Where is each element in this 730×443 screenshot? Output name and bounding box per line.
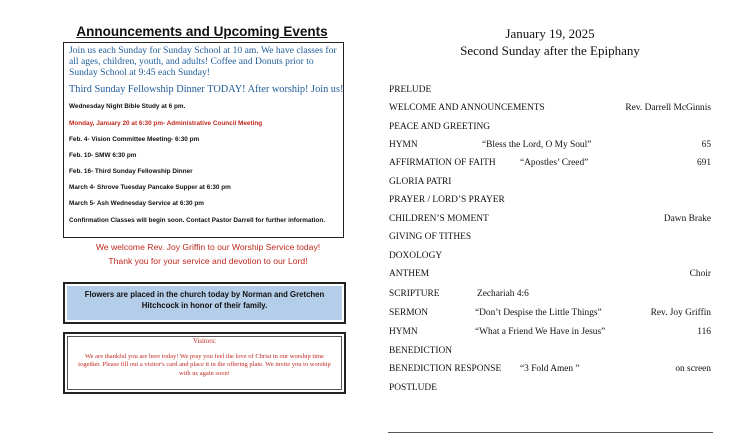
order-detail: “What a Friend We Have in Jesus” [475, 327, 606, 337]
order-item: WELCOME AND ANNOUNCEMENTS [389, 103, 545, 113]
order-row [389, 383, 711, 397]
order-note: on screen [675, 364, 711, 374]
order-row [389, 103, 711, 117]
announcements-title: Announcements and Upcoming Events [76, 24, 328, 39]
order-leader: Dawn Brake [663, 214, 711, 224]
order-item: HYMN [389, 140, 418, 150]
visitors-title: Visitors: [192, 338, 216, 345]
order-leader: Rev. Darrell McGinnis [625, 103, 711, 113]
order-item: PEACE AND GREETING [389, 122, 491, 132]
order-row [389, 140, 711, 154]
hymn-number: 116 [697, 327, 711, 337]
order-item: ANTHEM [389, 269, 430, 279]
welcome-thanks-line: Thank you for your service and devotion to our Lord! [108, 256, 308, 266]
order-row [389, 364, 711, 378]
fellowship-dinner-note: Third Sunday Fellowship Dinner TODAY! After worship! Join us! [69, 84, 344, 95]
order-item: HYMN [389, 327, 418, 337]
flowers-text: Flowers are placed in the church today by Norman and Gretchen Hitchcock in honor of their family. [67, 286, 342, 320]
service-subtitle: Second Sunday after the Epiphany [460, 43, 640, 58]
flowers-box [63, 282, 346, 324]
order-detail: “Apostles’ Creed” [520, 158, 589, 168]
order-detail: “Bless the Lord, O My Soul” [482, 140, 592, 150]
scripture-reference: Zechariah 4:6 [477, 289, 529, 299]
order-item: PRELUDE [389, 85, 432, 95]
order-item: BENEDICTION [389, 346, 453, 356]
announcement-item: Feb. 16- Third Sunday Fellowship Dinner [69, 168, 193, 175]
order-item: DOXOLOGY [389, 251, 443, 261]
order-row [389, 122, 711, 136]
order-row [389, 327, 711, 341]
order-row [389, 195, 711, 209]
announcement-item: Confirmation Classes will begin soon. Contact Pastor Darrell for further information. [69, 217, 326, 224]
announcement-item: Wednesday Night Bible Study at 6 pm. [69, 103, 186, 110]
order-item: AFFIRMATION OF FAITH [389, 158, 496, 168]
order-row [389, 232, 711, 246]
order-item: GLORIA PATRI [389, 177, 452, 187]
order-leader: Rev. Joy Griffin [650, 308, 711, 318]
bottom-divider [388, 432, 713, 433]
order-item: SERMON [389, 308, 429, 318]
welcome-guest-line: We welcome Rev. Joy Griffin to our Worship Service today! [95, 242, 321, 252]
order-row [389, 269, 711, 283]
announcement-item: Feb. 4- Vision Committee Meeting- 6:30 pm [69, 136, 200, 143]
order-detail: “3 Fold Amen ” [520, 364, 580, 374]
order-row [389, 177, 711, 191]
order-leader: Choir [689, 269, 711, 279]
order-item: BENEDICTION RESPONSE [389, 364, 502, 374]
announcement-item-highlight: Monday, January 20 at 6:30 pm- Administrative Council Meeting [69, 120, 263, 127]
service-date: January 19, 2025 [505, 26, 595, 41]
order-item: PRAYER / LORD’S PRAYER [389, 195, 505, 205]
hymnal-number: 691 [696, 158, 711, 168]
order-row [389, 214, 711, 228]
order-row [389, 346, 711, 360]
order-item: POSTLUDE [389, 383, 437, 393]
sunday-school-note: Join us each Sunday for Sunday School at 10 am. We have classes for all ages, children, youth, and adults! Coffee and Donuts prior to Sunday School at 9:45 each Sunday! [69, 45, 337, 78]
order-row [389, 251, 711, 265]
order-row [389, 289, 711, 303]
visitors-panel [67, 336, 342, 390]
announcement-item: March 5- Ash Wednesday Service at 6:30 pm [69, 200, 204, 207]
sermon-title: “Don’t Despise the Little Things” [475, 308, 602, 318]
announcement-item: Feb. 10- SMW 6:30 pm [69, 152, 137, 159]
visitors-text: We are thankful you are here today! We pray you feel the love of Christ in our worship time together. Please fill out a visitor's card and place it in the offering plate. We invite you to worship with us again soon! [78, 352, 331, 377]
order-item: GIVING OF TITHES [389, 232, 472, 242]
visitors-box [63, 332, 346, 394]
hymn-number: 65 [701, 140, 711, 150]
order-row [389, 308, 711, 322]
order-item: CHILDREN’S MOMENT [389, 214, 489, 224]
order-item: SCRIPTURE [389, 289, 440, 299]
order-row [389, 85, 711, 99]
order-row [389, 158, 711, 172]
announcement-item: March 4- Shrove Tuesday Pancake Supper at 6:30 pm [69, 184, 231, 191]
